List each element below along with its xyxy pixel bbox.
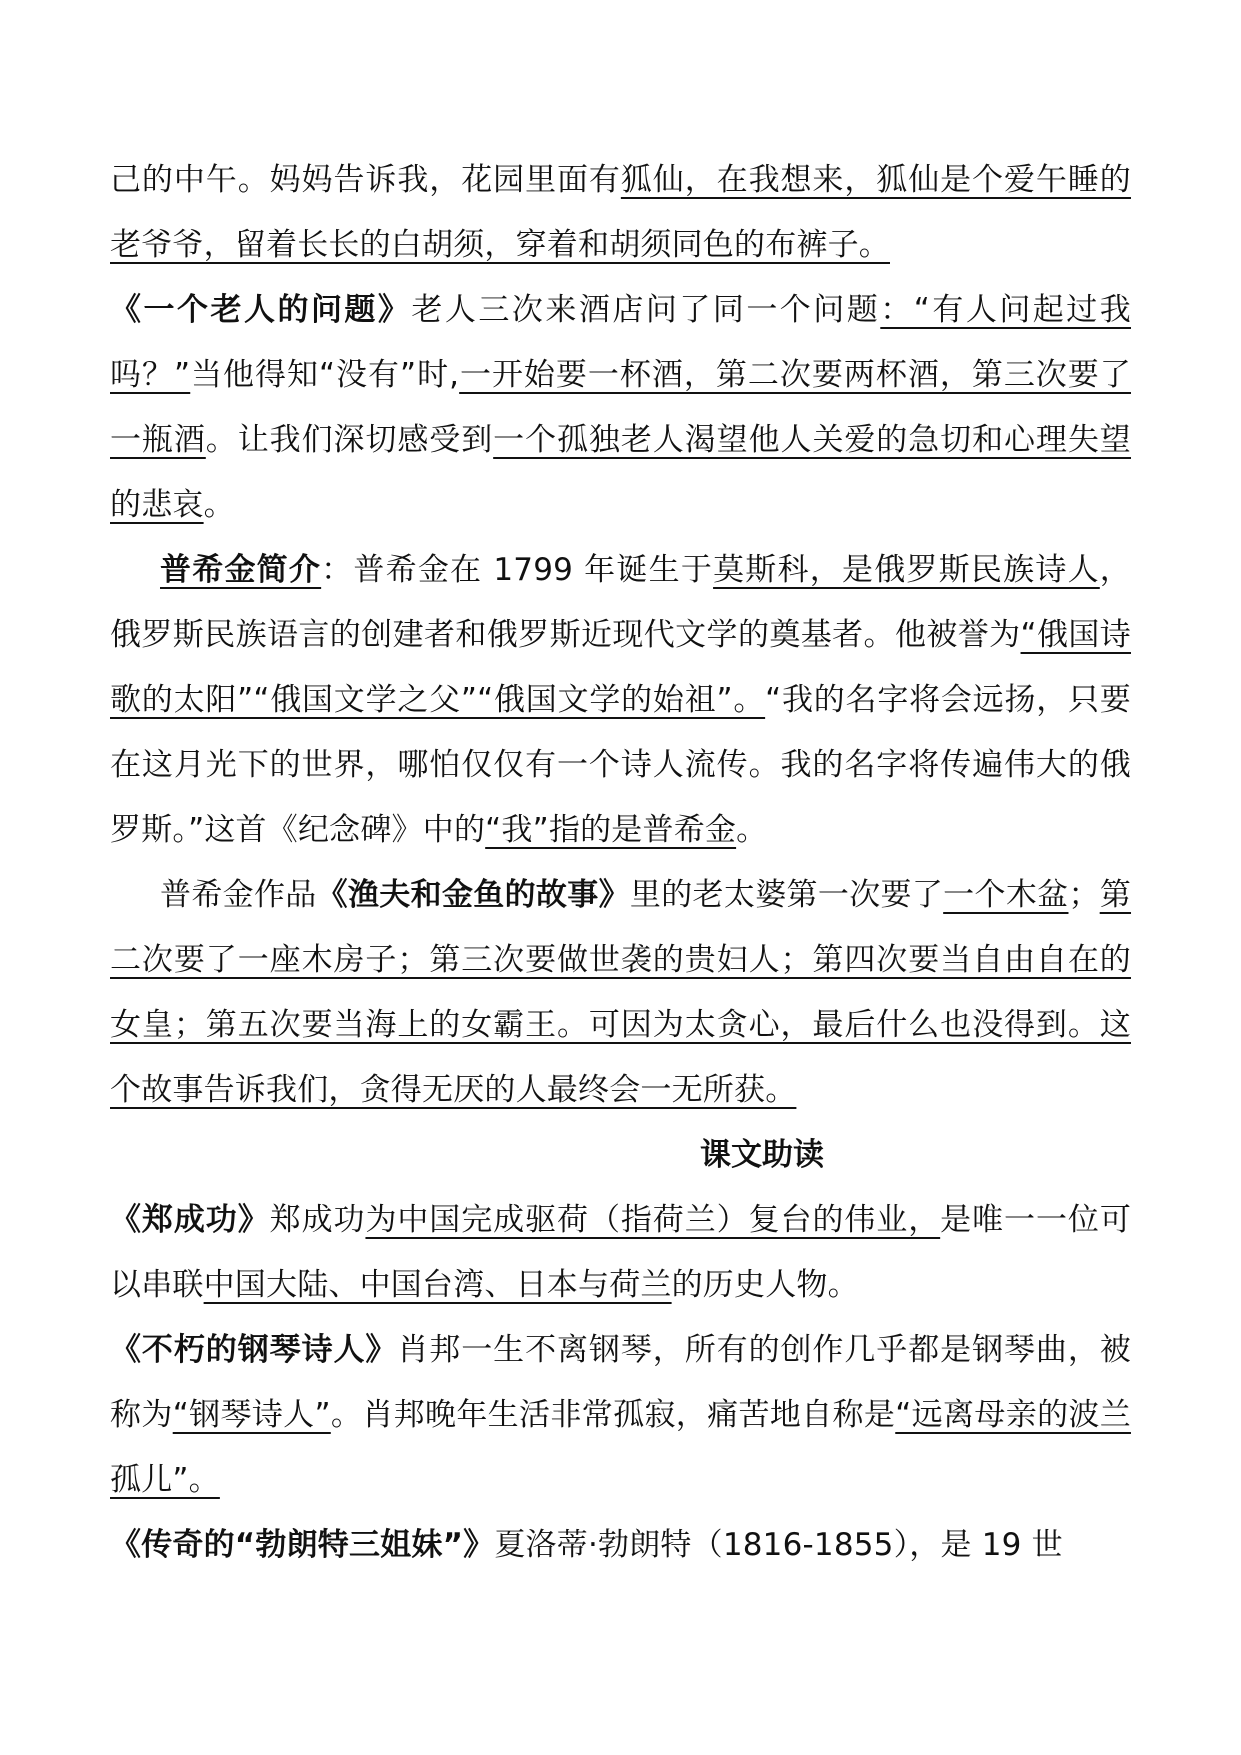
underlined-answer: ：“有人问起过我吗？” <box>110 292 1131 393</box>
text: 肖邦一生不离钢琴，所有的创作几乎都是钢琴曲，被称为 <box>110 1332 1131 1433</box>
text: 是唯一一位可以串联 <box>110 1202 1132 1303</box>
paragraph-zheng-chenggong <box>110 1188 1131 1318</box>
underlined-answer: 第二次要了一座木房子；第三次要做世袭的贵妇人；第四次要当自由自在的女皇；第五次要当海上的女霸王。可因为太贪心，最后什么也没得到。这个故事告诉我们，贪得无厌的人最终会一无所获。 <box>110 877 1132 1108</box>
section-title: 《不朽的钢琴诗人》 <box>110 1332 398 1368</box>
underlined-answer: “我”指的是普希金 <box>485 812 737 848</box>
text: ，俄罗斯民族语言的创建者和俄罗斯近现代文学的奠基者。他被誉为 <box>110 552 1131 653</box>
underlined-answer: 一个孤独老人渴望他人关爱的急切和心理失望的悲哀 <box>110 422 1131 523</box>
underlined-answer: 狐仙，在我想来，狐仙是个爱午睡的老爷爷，留着长长的白胡须，穿着和胡须同色的布裤子。 <box>110 162 1131 263</box>
underlined-answer: “俄国诗歌的太阳”“俄国文学之父”“俄国文学的始祖”。 <box>110 617 1131 718</box>
text: 。让我们深切感受到 <box>205 422 494 458</box>
text: “我的名字将会远扬，只要在这月光下的世界，哪怕仅仅有一个诗人流传。我的名字将传遍伟大的俄罗斯。”这首《纪念碑》中的 <box>110 682 1131 848</box>
text: 普希金作品 <box>160 877 317 913</box>
text: 老人三次来酒店问了同一个问题 <box>411 292 881 328</box>
underlined-answer: “钢琴诗人” <box>172 1397 331 1433</box>
paragraph-fisherman-goldfish <box>110 863 1131 1123</box>
section-title: 《传奇的“勃朗特三姐妹”》 <box>110 1527 495 1563</box>
underlined-answer: 中国大陆、中国台湾、日本与荷兰 <box>203 1267 672 1303</box>
text: 。 <box>736 812 768 848</box>
text: 。 <box>203 487 235 523</box>
text: 夏洛蒂·勃朗特（1816-1855），是 19 世 <box>494 1527 1063 1563</box>
text: 当他得知“没有”时, <box>190 357 460 393</box>
text: ； <box>1068 877 1100 913</box>
text: 里的老太婆第一次要了 <box>629 877 944 913</box>
text: 的历史人物。 <box>671 1267 859 1303</box>
underlined-answer: 为中国完成驱荷（指荷兰）复台的伟业， <box>365 1202 941 1238</box>
text: 。肖邦晚年生活非常孤寂，痛苦地自称是 <box>330 1397 896 1433</box>
section-title: 《渔夫和金鱼的故事》 <box>316 877 630 913</box>
section-title: 《一个老人的问题》 <box>110 292 412 328</box>
section-title: 《郑成功》 <box>110 1202 270 1238</box>
underlined-answer: 一个木盆 <box>943 877 1069 913</box>
paragraph-pushkin-intro <box>110 538 1131 863</box>
paragraph-fox-spirit <box>110 148 1131 278</box>
paragraph-old-man-question <box>110 278 1131 538</box>
section-heading: 课文助读 <box>700 1137 824 1173</box>
underlined-answer: 莫斯科，是俄罗斯民族诗人 <box>713 552 1100 588</box>
paragraph-bronte-sisters <box>110 1513 1131 1578</box>
text: 郑成功 <box>269 1202 366 1238</box>
paragraph-chopin <box>110 1318 1131 1513</box>
underlined-answer: 一开始要一杯酒，第二次要两杯酒，第三次要了一瓶酒 <box>110 357 1131 458</box>
section-title: 普希金简介 <box>160 552 322 588</box>
text: 己的中午。妈妈告诉我，花园里面有 <box>110 162 621 198</box>
underlined-answer: “远离母亲的波兰孤儿”。 <box>110 1397 1131 1498</box>
text: ：普希金在 1799 年诞生于 <box>321 552 714 588</box>
